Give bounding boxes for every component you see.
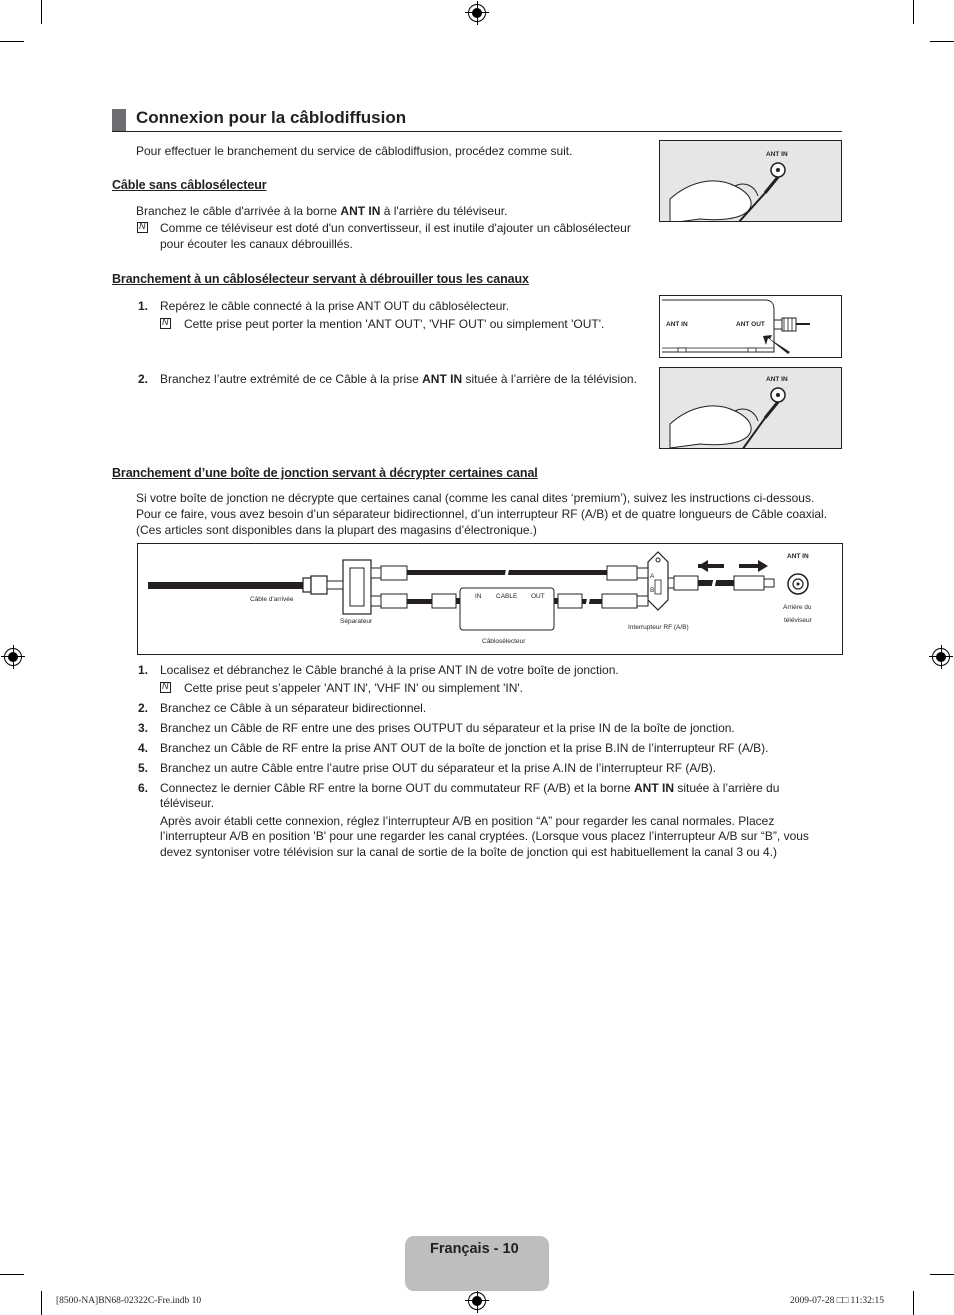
diagram-switch-a: A [650,573,655,580]
s2-step-2-text-end: située à l’arrière de la télévision. [462,372,637,386]
diagram-cable-label: Câble d'arrivée [250,596,294,603]
s3-after-3: devez syntoniser votre télévision sur la canal de sortie de la boîte de jonction qui est habituellement la canal 3 ou 4.) [160,845,778,859]
s3-step-6-text-end: située à l’arrière du [674,781,780,795]
crop-mark [930,41,954,42]
s1-note-line-1: Comme ce téléviseur est doté d'un convertisseur, il est inutile d'ajouter un câblosélecteur [160,221,631,235]
s3-para-2: Pour ce faire, vous avez besoin d’un séparateur bidirectionnel, d’un interrupteur RF (A/B) et de quatre longueurs de Câble coaxial. [136,507,828,521]
print-slug-right: 2009-07-28 □□ 11:32:15 [790,1296,884,1306]
crop-mark [930,1274,954,1275]
page-number: Français - 10 [430,1241,519,1257]
step-number: 1. [138,299,149,313]
s3-step-1: Localisez et débranchez le Câble branché à la prise ANT IN de votre boîte de jonction. [160,663,619,677]
diagram-tv-label-1: Arrière du [783,604,812,611]
s1-note-line-2: pour écouter les canaux débrouillés. [160,237,353,251]
step-number: 4. [138,741,149,755]
diagram-box-in: IN [475,593,482,600]
s2-step-1-note: Cette prise peut porter la mention 'ANT OUT', 'VHF OUT' ou simplement 'OUT'. [184,317,605,331]
registration-mark-line [13,645,14,669]
crop-mark [0,41,24,42]
step-number: 2. [138,701,149,715]
s3-after-1: Après avoir établi cette connexion, réglez l’interrupteur A/B en position “A” pour regarder les canal normales. Placez [160,814,775,828]
figure-ant-in-connection [659,140,842,222]
note-icon [137,222,148,233]
crop-mark [0,1274,24,1275]
ant-in-label: ANT IN [766,376,788,383]
diagram-switch-b: B [650,587,655,594]
note-icon [160,318,171,329]
s2-step-2-bold: ANT IN [422,372,463,386]
diagram-splitter-label: Séparateur [340,618,373,625]
figure-cable-box [659,295,842,358]
crop-mark [913,0,914,24]
s3-para-3: (Ces articles sont disponibles dans la plupart des magasins d’électronique.) [136,523,537,537]
s3-step-1-note: Cette prise peut s’appeler 'ANT IN', 'VHF IN' ou simplement 'IN'. [184,681,523,695]
diagram-box-out: OUT [531,593,545,600]
s1-instruction [136,204,507,220]
s3-step-3: Branchez un Câble de RF entre une des prises OUTPUT du séparateur et la prise IN de la boîte de jonction. [160,721,735,735]
registration-mark-line [941,645,942,669]
diagram-switch-label: Interrupteur RF (A/B) [628,624,689,631]
s3-step-6 [160,781,779,797]
subsection-heading-1: Câble sans câblosélecteur [112,178,267,192]
diagram-box-cable: CABLE [496,593,518,600]
s3-step-6-text: Connectez le dernier Câble RF entre la borne OUT du commutateur RF (A/B) et la borne [160,781,634,795]
s3-step-5: Branchez un autre Câble entre l’autre prise OUT du séparateur et la prise A.IN de l’interrupteur RF (A/B). [160,761,717,775]
step-number: 1. [138,663,149,677]
print-slug-left: [8500-NA]BN68-02322C-Fre.indb 10 [56,1296,202,1306]
intro-text: Pour effectuer le branchement du service de câblodiffusion, procédez comme suit. [136,144,573,158]
s2-step-2-text: Branchez l’autre extrémité de ce Câble à la prise [160,372,423,386]
s3-step-4: Branchez un Câble de RF entre la prise ANT OUT de la boîte de jonction et la prise B.IN de l’interrupteur RF (A/B). [160,741,769,755]
step-number: 5. [138,761,149,775]
s2-step-2 [160,372,637,388]
registration-mark-line [477,1,478,25]
s3-step-6-bold: ANT IN [634,781,674,795]
ant-in-label: ANT IN [766,151,788,158]
diagram-box-label: Câblosélecteur [482,638,526,645]
step-number: 6. [138,781,149,795]
section-title-marker [112,109,126,131]
diagram-ant-in-label: ANT IN [787,553,809,560]
hand-cable-illustration [660,141,842,222]
section-title: Connexion pour la câblodiffusion [136,108,407,127]
subsection-heading-2: Branchement à un câblosélecteur servant à débrouiller tous les canaux [112,272,529,286]
s2-step-1: Repérez le câble connecté à la prise ANT OUT du câblosélecteur. [160,299,510,313]
step-number: 3. [138,721,149,735]
hand-cable-illustration [660,368,842,449]
crop-mark [41,0,42,24]
figure-ant-in-connection-2 [659,367,842,449]
s3-after-2: l’interrupteur A/B en position 'B' pour une regarder les canal cryptées. (Lorsque vous placez l’interrupteur A/B sur “B”, vous [160,829,809,843]
crop-mark [913,1291,914,1315]
s3-step-6-cont: téléviseur. [160,796,215,810]
s3-step-2: Branchez ce Câble à un séparateur bidirectionnel. [160,701,427,715]
registration-mark-line [477,1289,478,1313]
title-rule [112,131,842,132]
ant-in-label: ANT IN [666,321,688,328]
s1-text-end: à l'arrière du téléviseur. [380,204,508,218]
s3-para-1: Si votre boîte de jonction ne décrypte que certaines canal (comme les canal dites ‘premium’), suivez les instructions ci-dessous. [136,491,815,505]
subsection-heading-3: Branchement d’une boîte de jonction servant à décrypter certaines canal [112,466,538,480]
s1-bold: ANT IN [340,204,381,218]
s1-text: Branchez le câble d'arrivée à la borne [136,204,341,218]
crop-mark [41,1291,42,1315]
ant-out-label: ANT OUT [736,321,765,328]
diagram-tv-label-2: téléviseur [784,617,812,624]
note-icon [160,682,171,693]
step-number: 2. [138,372,149,386]
figure-wiring-diagram [137,543,843,655]
